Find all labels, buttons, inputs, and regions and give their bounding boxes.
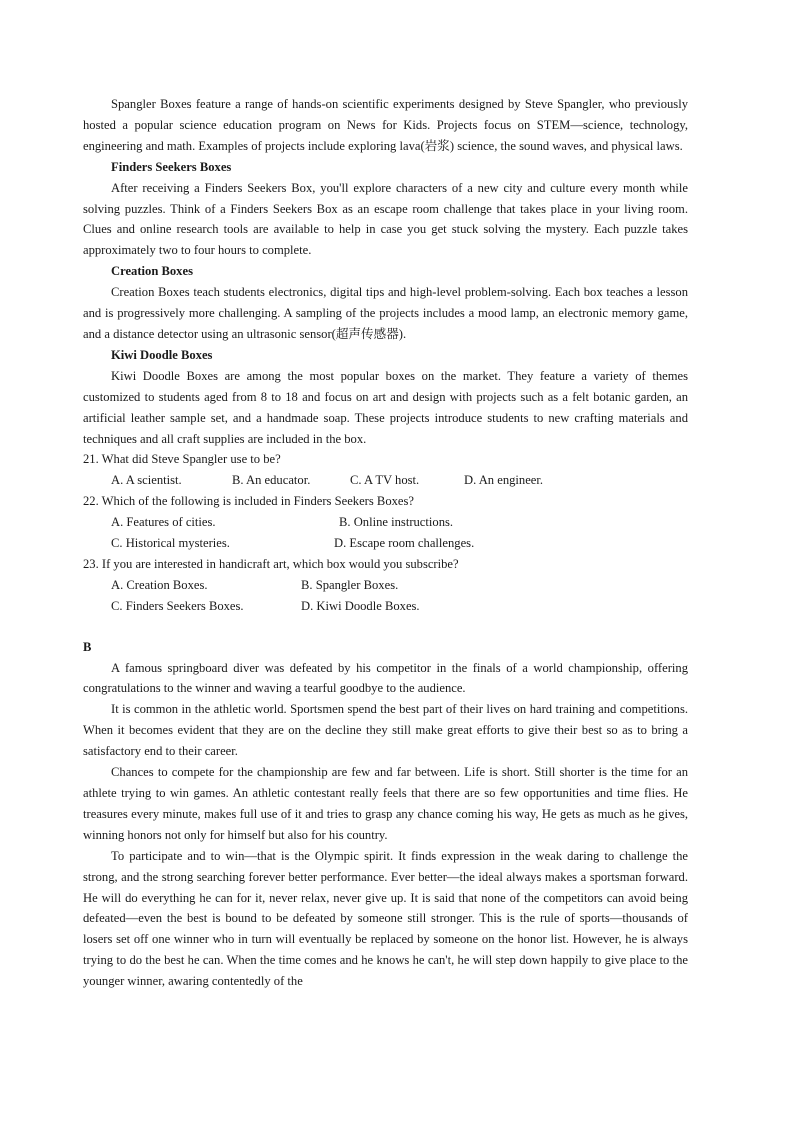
question-21-option-c: C. A TV host. <box>350 473 420 488</box>
question-22-option-b: B. Online instructions. <box>339 515 454 530</box>
passage-b-paragraph-1: A famous springboard diver was defeated by his competitor in the finals of a world championship, offering congratulations to the winner and waving a tearful goodbye to the audience. <box>83 660 688 696</box>
question-23 <box>83 554 688 617</box>
question-23-options-row-2 <box>83 596 688 617</box>
section-b-title: B <box>83 639 92 654</box>
passage-a-paragraph-2: After receiving a Finders Seekers Box, you'll explore characters of a new city and culture every month while solving puzzles. Think of a Finders Seekers Box as an escape room challenge that takes place in your living room. Clues and online research tools are available to help in case you get stuck solving the mystery. Each puzzle takes approximately two to four hours to complete. <box>83 180 688 258</box>
question-22-option-a: A. Features of cities. <box>111 515 216 530</box>
heading-creation-boxes: Creation Boxes <box>111 264 193 279</box>
heading-kiwi-doodle: Kiwi Doodle Boxes <box>111 347 213 362</box>
exam-page <box>83 94 688 992</box>
question-21-options <box>83 470 688 491</box>
question-21-option-a: A. A scientist. <box>111 473 182 488</box>
question-23-option-c: C. Finders Seekers Boxes. <box>111 598 244 613</box>
passage-b-paragraph-3: Chances to compete for the championship are few and far between. Life is short. Still shorter is the time for an athlete trying to win games. An athletic contestant really feels that there are so few opportunities and time flies. He treasures every minute, makes full use of it and tries to grasp any chance coming his way, He gets as much as he gives, winning honors not only for himself but also for his country. <box>83 765 688 842</box>
question-22-option-c: C. Historical mysteries. <box>111 536 230 551</box>
question-21-option-d: D. An engineer. <box>464 473 544 488</box>
question-22-options-row-1 <box>83 512 688 533</box>
heading-finders-seekers: Finders Seekers Boxes <box>111 159 232 174</box>
question-22-options-row-2 <box>83 533 688 554</box>
passage-a-paragraph-1: Spangler Boxes feature a range of hands-on scientific experiments designed by Steve Spangler, who previously hosted a popular science education program on News for Kids. Projects focus on STEM—science, technology, engineering and math. Examples of projects include exploring lava(岩浆) science, the sound waves, and physical laws. <box>83 97 688 153</box>
question-21-option-b: B. An educator. <box>232 473 311 488</box>
question-23-options-row-1 <box>83 575 688 596</box>
question-22 <box>83 491 688 554</box>
passage-a-paragraph-4: Kiwi Doodle Boxes are among the most popular boxes on the market. They feature a variety of themes customized to students aged from 8 to 18 and focus on art and design with projects such as a felt botanic garden, an artificial leather sample set, and a handmade soap. These projects introduce students to new crafting materials and techniques and all craft supplies are included in the box. <box>83 368 688 446</box>
question-21-stem: 21. What did Steve Spangler use to be? <box>83 452 281 467</box>
question-21 <box>83 449 688 491</box>
passage-b-paragraph-4: To participate and to win—that is the Olympic spirit. It finds expression in the weak daring to challenge the strong, and the strong searching forever better performance. Ever better—the ideal always makes a sportsman forward. He will do everything he can for it, never relax, never give up. It is said that none of the competitors can avoid being defeated—even the best is bound to be defeated by someone still stronger. This is the rule of sports—thousands of losers set off one winner who in turn will eventually be replaced by someone on the honor list. However, he is always trying to do the best he can. When the time comes and he knows he can't, he will step down happily to give place to the younger winner, awaring contentedly of the <box>83 848 688 989</box>
question-22-stem: 22. Which of the following is included in Finders Seekers Boxes? <box>83 494 414 509</box>
passage-a-paragraph-3: Creation Boxes teach students electronics, digital tips and high-level problem-solving. Each box teaches a lesson and is progressively more challenging. A sampling of the projects includes a mood lamp, an electronic memory game, and a distance detector using an ultrasonic sensor(超声传感器). <box>83 285 688 341</box>
question-23-option-b: B. Spangler Boxes. <box>301 577 399 592</box>
question-23-stem: 23. If you are interested in handicraft art, which box would you subscribe? <box>83 556 459 571</box>
question-23-option-d: D. Kiwi Doodle Boxes. <box>301 598 420 613</box>
question-23-option-a: A. Creation Boxes. <box>111 577 208 592</box>
passage-b-paragraph-2: It is common in the athletic world. Sportsmen spend the best part of their lives on hard training and competitions. When it becomes evident that they are on the decline they still make great efforts to give their best so as to bring a satisfactory end to their career. <box>83 702 688 759</box>
question-22-option-d: D. Escape room challenges. <box>334 536 475 551</box>
